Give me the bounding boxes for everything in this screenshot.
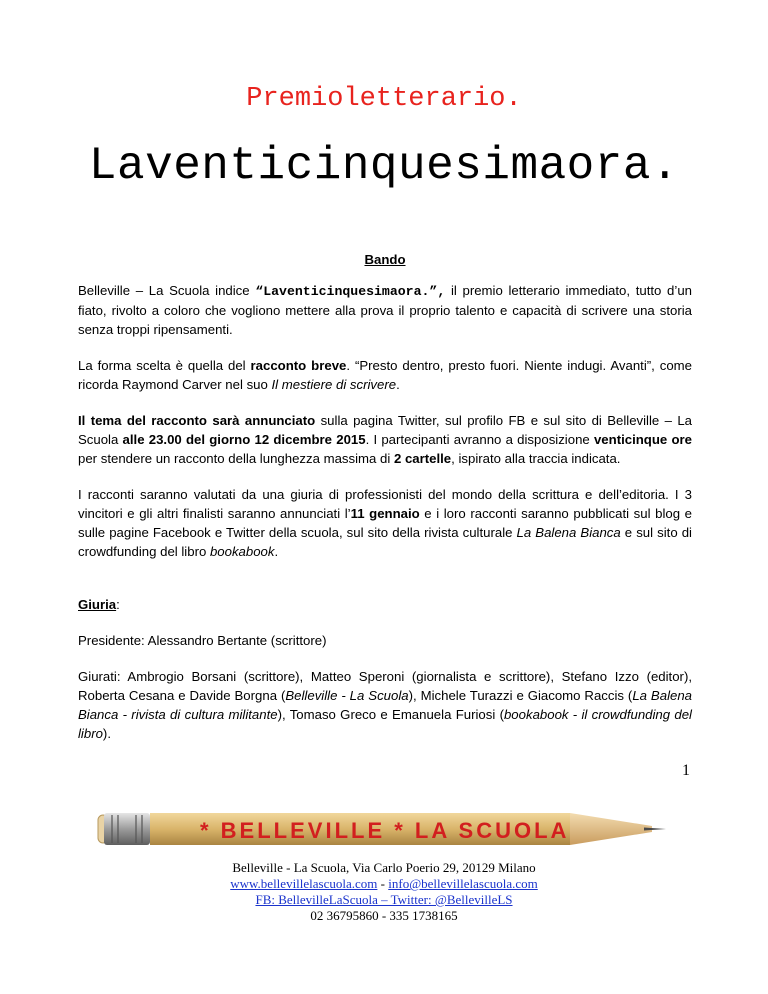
paragraph-intro: Belleville – La Scuola indice “Laventicinquesimaora.”, il premio letterario immediato, tutto d’un fiato, rivolto a coloro che vogliono mettere alla prova il proprio talento e capacità di scrivere una storia senza troppi ripensamenti.: [78, 283, 692, 337]
footer-social: [0, 892, 768, 908]
paragraph-form: La forma scelta è quella del racconto breve. “Presto dentro, presto fuori. Niente indugi. Avanti”, come ricorda Raymond Carver nel suo Il mestiere di scrivere.: [78, 358, 692, 392]
pencil-brand-text: * BELLEVILLE * LA SCUOLA: [200, 818, 570, 843]
footer-phones: 02 36795860 - 335 1738165: [310, 908, 458, 923]
pencil-wood-tip: [570, 813, 652, 845]
pencil-ferrule: [104, 813, 150, 845]
document-body: [78, 250, 692, 760]
prize-kicker: Premioletterario.: [246, 84, 522, 114]
footer-links: www.bellevillelascuola.com - info@bellevillelascuola.com: [230, 876, 538, 891]
pencil-logo: [96, 808, 672, 850]
bando-heading: Bando: [364, 252, 406, 267]
social-link[interactable]: FB: BellevilleLaScuola – Twitter: @BellevilleLS: [255, 892, 513, 907]
pencil-lead: [644, 828, 666, 831]
prize-title: Laventicinquesimaora.: [88, 140, 680, 192]
giuria-heading: Giuria:: [78, 597, 120, 612]
paragraph-presidente: Presidente: Alessandro Bertante (scrittore): [78, 633, 327, 648]
paragraph-judging: I racconti saranno valutati da una giuria di professionisti del mondo della scrittura e dell’editoria. I 3 vincitori e gli altri finalisti saranno annunciati l’11 gennaio e i loro racconti saranno pubblicati sul blog e sulle pagine Facebook e Twitter della scuola, sul sito della rivista culturale La Balena Bianca e sul sito di crowdfunding del libro bookabook.: [78, 487, 692, 559]
prize-name-inline: “Laventicinquesimaora.”,: [255, 284, 446, 299]
paragraph-theme: Il tema del racconto sarà annunciato sulla pagina Twitter, sul profilo FB e sul sito di Belleville – La Scuola alle 23.00 del giorno 12 dicembre 2015. I partecipanti avranno a disposizione venticinque ore per stendere un racconto della lunghezza massima di 2 cartelle, ispirato alla traccia indicata.: [78, 413, 692, 466]
email-link[interactable]: info@bellevillelascuola.com: [388, 876, 538, 891]
paragraph-giurati: Giurati: Ambrogio Borsani (scrittore), Matteo Speroni (giornalista e scrittore), Stefano Izzo (editor), Roberta Cesana e Davide Borgna (Belleville - La Scuola), Michele Turazzi e Giacomo Raccis (La Balena Bianca - rivista di cultura militante), Tomaso Greco e Emanuela Furiosi (bookabook - il crowdfunding del libro).: [78, 669, 692, 741]
website-link[interactable]: www.bellevillelascuola.com: [230, 876, 378, 891]
page-number: 1: [682, 762, 690, 779]
footer-address: Belleville - La Scuola, Via Carlo Poerio 29, 20129 Milano: [232, 860, 536, 875]
footer: [0, 860, 768, 924]
